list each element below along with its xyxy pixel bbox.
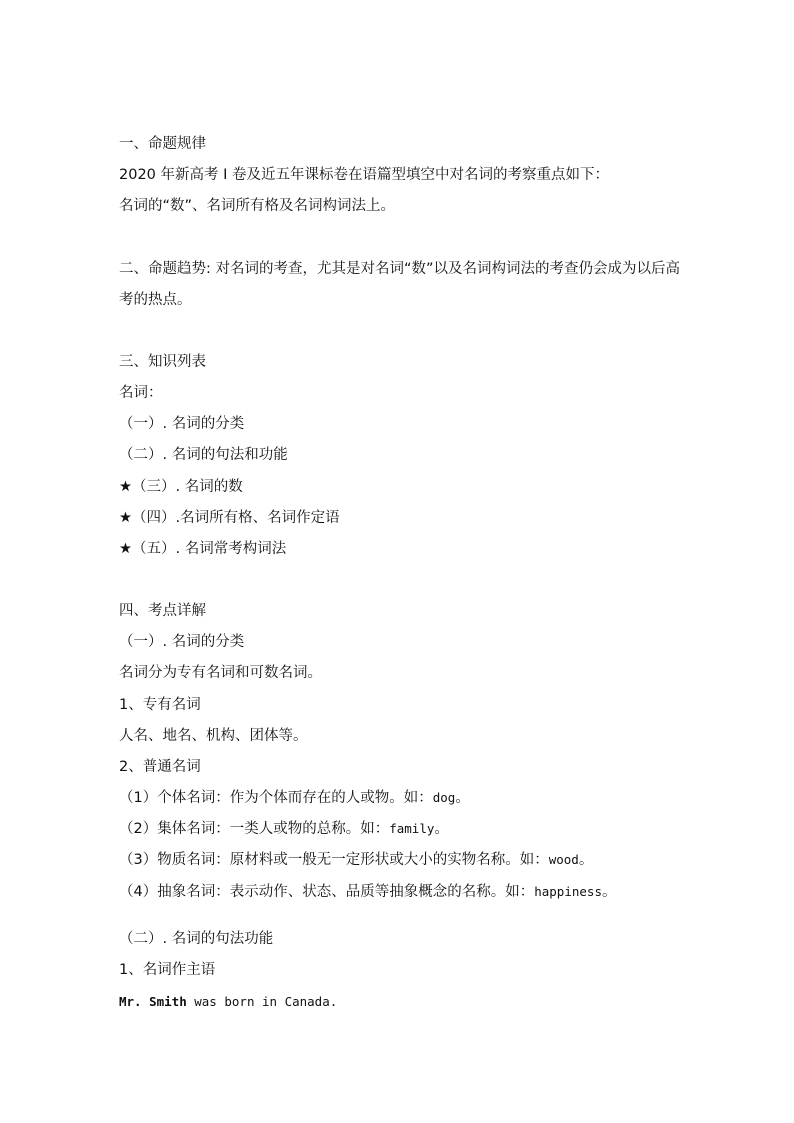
section4-sub1-title: （一）. 名词的分类 <box>119 634 245 650</box>
section1-text-line1: 2020 年新高考 I 卷及近五年课标卷在语篇型填空中对名词的考察重点如下： <box>119 167 610 183</box>
item-example: happiness <box>534 884 602 899</box>
list-item: ★（四）.名词所有格、名词作定语 <box>119 510 340 526</box>
subject-title: 1、名词作主语 <box>119 962 216 978</box>
item-example: dog <box>432 790 456 805</box>
list-item: （二）. 名词的句法和功能 <box>119 447 288 463</box>
common-noun-item <box>119 788 684 808</box>
item-text: （2）集体名词：一类人或物的总称。如： <box>119 821 390 837</box>
proper-noun-title: 1、专有名词 <box>119 697 201 713</box>
section4-heading: 四、考点详解 <box>119 603 206 619</box>
proper-noun-desc: 人名、地名、机构、团体等。 <box>119 728 308 744</box>
common-noun-title: 2、普通名词 <box>119 759 201 775</box>
item-example: family <box>389 821 435 836</box>
item-end: 。 <box>601 884 617 900</box>
example-sentence <box>119 992 684 1012</box>
item-text: （1）个体名词：作为个体而存在的人或物。如： <box>119 790 433 806</box>
section4-sub2-title: （二）. 名词的句法功能 <box>119 931 274 947</box>
common-noun-item <box>119 882 684 902</box>
section3-label: 名词： <box>119 385 163 401</box>
item-end: 。 <box>434 821 449 837</box>
item-text: （3）物质名词：原材料或一般无一定形状或大小的实物名称。如： <box>119 852 549 868</box>
list-item: ★（三）. 名词的数 <box>119 479 243 495</box>
item-end: 。 <box>455 790 470 806</box>
list-item: （一）. 名词的分类 <box>119 416 245 432</box>
item-end: 。 <box>578 852 594 868</box>
list-item: ★（五）. 名词常考构词法 <box>119 541 287 557</box>
section3-heading: 三、知识列表 <box>119 354 206 370</box>
section2-line1: 二、命题趋势: 对名词的考查，尤其是对名词“数”以及名词构词法的考查仍会成为以后高 <box>119 261 681 277</box>
section1-text-line2: 名词的“数”、名词所有格及名词构词法上。 <box>119 198 396 214</box>
common-noun-item <box>119 819 684 839</box>
section4-sub1-intro: 名词分为专有名词和可数名词。 <box>119 665 322 681</box>
common-noun-item <box>119 850 684 870</box>
item-example: wood <box>548 852 579 867</box>
example-subject: Mr. Smith <box>119 994 187 1009</box>
item-text: （4）抽象名词：表示动作、状态、品质等抽象概念的名称。如： <box>119 884 535 900</box>
example-rest: was born in Canada. <box>186 994 338 1009</box>
section1-heading: 一、命题规律 <box>119 136 206 152</box>
section2-line2: 考的热点。 <box>119 292 192 308</box>
